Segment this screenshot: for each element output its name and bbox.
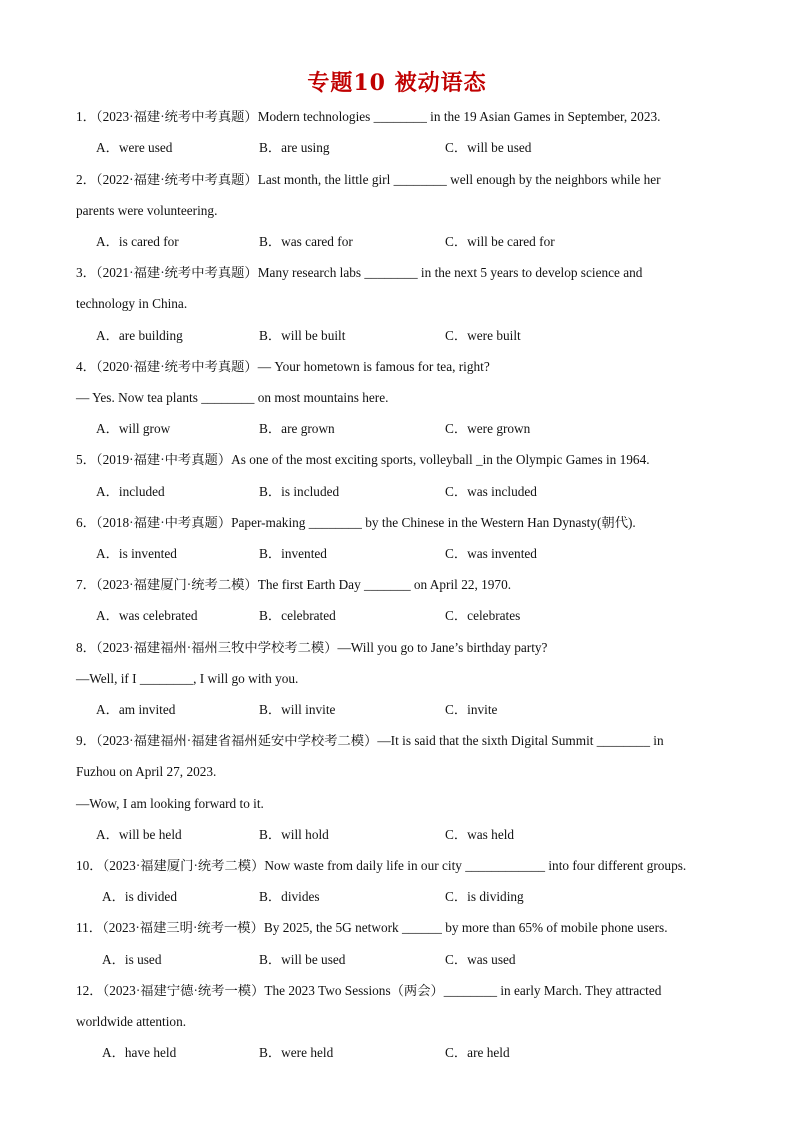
- question-4-stem: 4．（2020·福建·统考中考真题）— Your hometown is famous for tea, right?: [76, 359, 490, 374]
- question-5-stem: 5．（2019·福建·中考真题）As one of the most exciting sports, volleyball _in the Olympic Games in 1964.: [76, 452, 650, 467]
- option-a: A．included: [96, 484, 165, 499]
- question-3-stem: 3．（2021·福建·统考中考真题）Many research labs ________ in the next 5 years to develop science and: [76, 265, 643, 280]
- option-a: A．am invited: [96, 702, 176, 717]
- option-c: C．are held: [445, 1045, 510, 1060]
- option-b: B．is included: [259, 484, 340, 499]
- option-a: A．were used: [96, 140, 173, 155]
- option-b: B．divides: [259, 889, 320, 904]
- option-a: A．will grow: [96, 421, 171, 436]
- option-c: C．were built: [445, 328, 521, 343]
- option-c: C．was included: [445, 484, 537, 499]
- option-c: C．were grown: [445, 421, 531, 436]
- question-7-stem: 7．（2023·福建厦门·统考二模）The first Earth Day _______ on April 22, 1970.: [76, 577, 512, 592]
- question-9-stem-cont: Fuzhou on April 27, 2023.: [76, 764, 217, 779]
- question-3-stem-cont: technology in China.: [76, 296, 188, 311]
- option-b: B．celebrated: [259, 608, 336, 623]
- option-a: A．is invented: [96, 546, 177, 561]
- option-c: C．was used: [445, 952, 516, 967]
- option-a: A．are building: [96, 328, 183, 343]
- option-a: A．is divided: [102, 889, 177, 904]
- option-b: B．were held: [259, 1045, 334, 1060]
- question-8-stem-cont: —Well, if I ________, I will go with you.: [76, 671, 299, 686]
- question-10-stem: 10．（2023·福建厦门·统考二模）Now waste from daily life in our city ____________ into four different groups.: [76, 858, 687, 873]
- option-b: B．invented: [259, 546, 327, 561]
- question-6-stem: 6．（2018·福建·中考真题）Paper-making ________ by the Chinese in the Western Han Dynasty(朝代).: [76, 515, 636, 530]
- question-1-stem: 1．（2023·福建·统考中考真题）Modern technologies ________ in the 19 Asian Games in September, 2023.: [76, 109, 661, 124]
- page-title: 专题10 被动语态: [307, 70, 487, 96]
- option-c: C．will be used: [445, 140, 532, 155]
- question-2-stem-cont: parents were volunteering.: [76, 203, 218, 218]
- option-b: B．are grown: [259, 421, 335, 436]
- option-b: B．are using: [259, 140, 330, 155]
- option-a: A．will be held: [96, 827, 182, 842]
- question-2-stem: 2．（2022·福建·统考中考真题）Last month, the little girl ________ well enough by the neighbors while her: [76, 172, 661, 187]
- option-c: C．will be cared for: [445, 234, 555, 249]
- question-12-stem-cont: worldwide attention.: [76, 1014, 187, 1029]
- option-b: B．will invite: [259, 702, 336, 717]
- option-b: B．was cared for: [259, 234, 353, 249]
- option-a: A．is used: [102, 952, 162, 967]
- option-a: A．have held: [102, 1045, 177, 1060]
- option-a: A．was celebrated: [96, 608, 198, 623]
- question-4-stem-cont: — Yes. Now tea plants ________ on most mountains here.: [76, 390, 389, 405]
- option-b: B．will be built: [259, 328, 346, 343]
- question-8-stem: 8．（2023·福建福州·福州三牧中学校考二模）—Will you go to Jane’s birthday party?: [76, 640, 548, 655]
- option-a: A．is cared for: [96, 234, 179, 249]
- option-b: B．will be used: [259, 952, 346, 967]
- question-9-stem: 9．（2023·福建福州·福建省福州延安中学校考二模）—It is said that the sixth Digital Summit ________ in: [76, 733, 664, 748]
- option-c: C．was invented: [445, 546, 537, 561]
- option-c: C．invite: [445, 702, 498, 717]
- option-c: C．is dividing: [445, 889, 524, 904]
- option-c: C．was held: [445, 827, 515, 842]
- question-12-stem: 12．（2023·福建宁德·统考一模）The 2023 Two Sessions（两会）________ in early March. They attracted: [76, 983, 662, 998]
- option-b: B．will hold: [259, 827, 329, 842]
- question-9-reply: —Wow, I am looking forward to it.: [76, 796, 264, 811]
- option-c: C．celebrates: [445, 608, 521, 623]
- question-11-stem: 11．（2023·福建三明·统考一模）By 2025, the 5G network ______ by more than 65% of mobile phone users.: [76, 920, 668, 935]
